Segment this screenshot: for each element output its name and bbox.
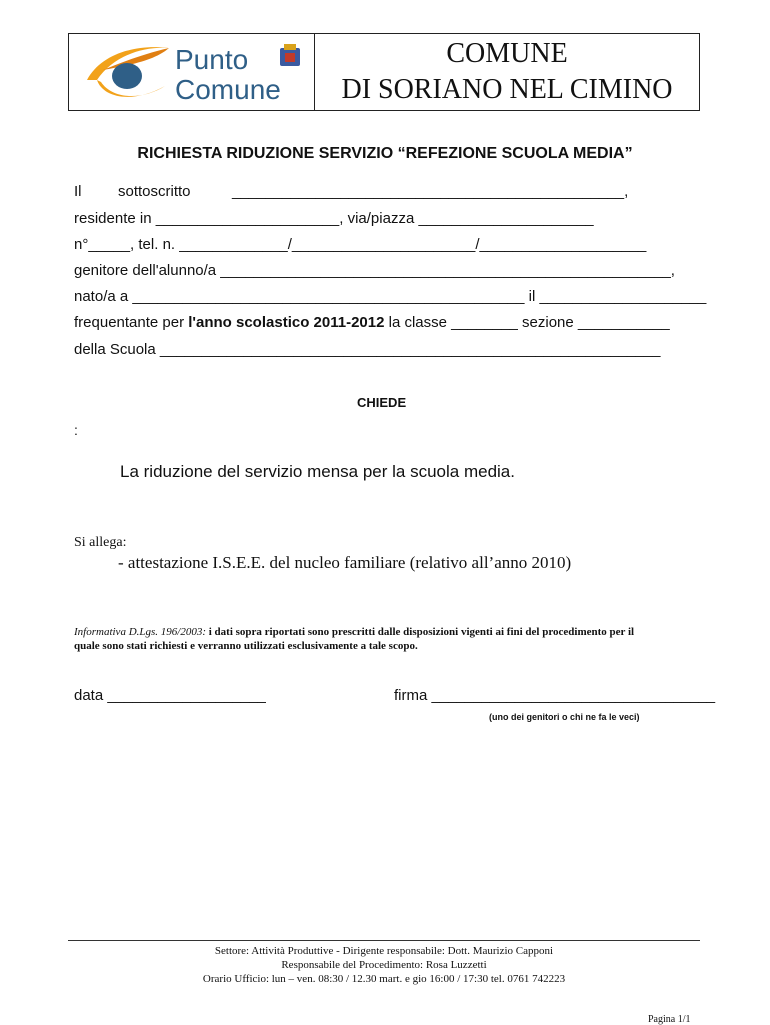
- sottoscritto-field[interactable]: _______________________________________________,: [232, 183, 629, 200]
- informativa-text1: i dati sopra riportati sono prescritti dalle disposizioni vigenti ai fini del procedimento per il: [206, 626, 635, 638]
- anno-scolastico: l'anno scolastico 2011-2012: [188, 314, 385, 331]
- frequentante-field[interactable]: [74, 315, 670, 330]
- footer-settore: Settore: Attività Produttive - Dirigente responsabile: Dott. Maurizio Capponi: [214, 945, 554, 957]
- residente-field[interactable]: residente in ______________________, via/piazza _____________________: [74, 210, 594, 227]
- firma-note: (uno dei genitori o chi ne fa le veci): [489, 712, 640, 722]
- colon-mark: :: [74, 422, 78, 438]
- numero-telefono-field[interactable]: n°_____, tel. n. _____________/______________________/____________________: [74, 236, 647, 253]
- comune-title: COMUNE: [446, 38, 568, 69]
- footer-responsabile: Responsabile del Procedimento: Rosa Luzzetti: [281, 959, 487, 971]
- comune-name: DI SORIANO NEL CIMINO: [341, 74, 673, 105]
- request-text: La riduzione del servizio mensa per la scuola media.: [120, 462, 515, 481]
- eye-logo-icon: [83, 40, 173, 106]
- document-title: RICHIESTA RIDUZIONE SERVIZIO “REFEZIONE SCUOLA MEDIA”: [137, 145, 633, 162]
- allega-item: - attestazione I.S.E.E. del nucleo familiare (relativo all’anno 2010): [118, 553, 572, 572]
- punto-comune-logo: [83, 40, 308, 106]
- firma-field[interactable]: firma __________________________________: [394, 687, 716, 704]
- informativa-line2: quale sono stati richiesti e verranno utilizzati esclusivamente a tale scopo.: [74, 640, 418, 652]
- genitore-alunno-field[interactable]: genitore dell'alunno/a ______________________________________________________,: [74, 262, 675, 279]
- label-il: Il: [74, 183, 82, 200]
- coat-of-arms-icon: [279, 44, 301, 70]
- informativa-label: Informativa D.Lgs. 196/2003:: [74, 626, 206, 638]
- chiede-heading: CHIEDE: [357, 395, 407, 410]
- footer-rule: [68, 940, 700, 941]
- logo-text-comune: Comune: [175, 74, 281, 105]
- letterhead: [68, 33, 700, 111]
- logo-text-punto: Punto: [175, 44, 249, 75]
- allega-label: Si allega:: [74, 535, 127, 550]
- frequentante-label: frequentante per: [74, 314, 189, 331]
- classe-sezione-label: la classe ________ sezione ___________: [384, 314, 670, 331]
- scuola-field[interactable]: della Scuola ____________________________________________________________: [74, 341, 661, 358]
- data-field[interactable]: data ___________________: [74, 687, 266, 704]
- page-number: Pagina 1/1: [648, 1014, 691, 1025]
- label-sottoscritto: sottoscritto: [118, 183, 191, 200]
- informativa-line1: [74, 626, 634, 638]
- nato-field[interactable]: nato/a a _______________________________________________ il ____________________: [74, 288, 707, 305]
- footer-orario: Orario Ufficio: lun – ven. 08:30 / 12.30 mart. e gio 16:00 / 17:30 tel. 0761 742223: [202, 973, 566, 985]
